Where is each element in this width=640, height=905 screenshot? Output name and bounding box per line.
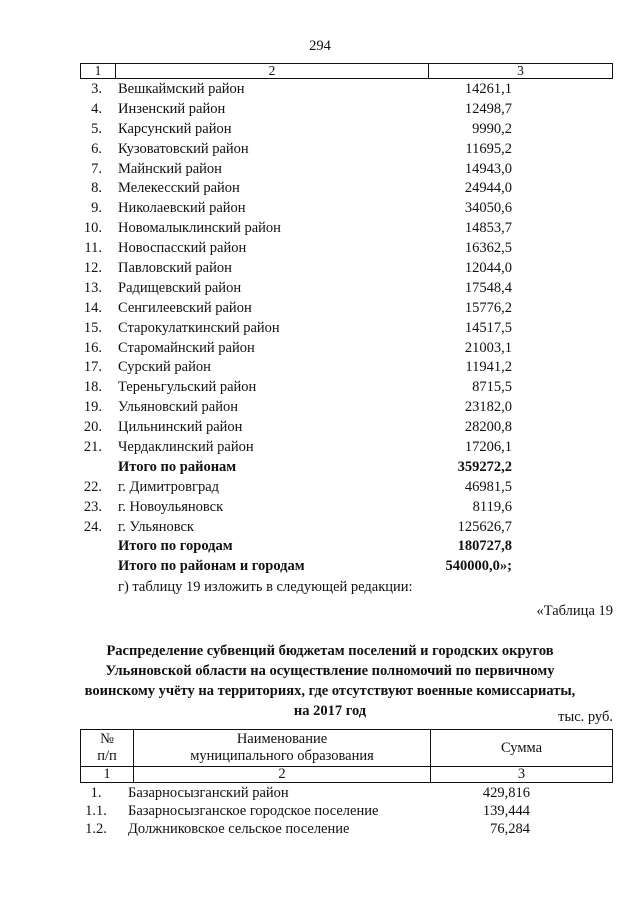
- row-number: 12.: [83, 260, 102, 277]
- row-value: 17206,1: [464, 439, 512, 456]
- row-number: 3.: [91, 81, 102, 97]
- title-line: Распределение субвенций бюджетам поселений и городских округов: [106, 643, 554, 659]
- table-row: [0, 140, 640, 160]
- row-number: 10.: [83, 220, 102, 237]
- row-name: Итого по районам: [118, 458, 237, 475]
- table-row: [0, 179, 640, 199]
- row-name: Чердаклинский район: [118, 439, 254, 456]
- table19-body: [0, 784, 640, 838]
- header-col-3: 3: [429, 64, 613, 79]
- row-value: 16362,5: [464, 240, 512, 257]
- table-row: [0, 219, 640, 239]
- row-value: 14853,7: [464, 220, 512, 237]
- table-row: [0, 80, 640, 100]
- row-value: 23182,0: [464, 399, 512, 416]
- row-number: 1.2.: [85, 821, 107, 837]
- header-col-1: 1: [81, 64, 116, 79]
- row-value: 76,284: [490, 821, 530, 837]
- row-number: 7.: [91, 160, 102, 177]
- row-name: Майнский район: [118, 160, 222, 177]
- title-line: на 2017 год: [293, 703, 367, 719]
- row-number: 11.: [84, 240, 102, 257]
- row-value: 12044,0: [464, 260, 512, 277]
- index-col-3: 3: [431, 767, 613, 783]
- row-name: Мелекесский район: [118, 180, 240, 197]
- row-value: 34050,6: [464, 200, 512, 217]
- row-name: Новоспасский район: [118, 240, 247, 257]
- table-row: [0, 160, 640, 180]
- title-line: Ульяновской области на осуществление полномочий по первичному: [105, 663, 555, 679]
- row-name: Старокулаткинский район: [118, 319, 280, 336]
- row-name: Тереньгульский район: [118, 379, 257, 396]
- index-col-1: 1: [81, 767, 134, 783]
- row-value: 14261,1: [464, 81, 512, 97]
- continuation-header-table: [80, 63, 613, 79]
- table-row: [0, 784, 640, 802]
- table-row: [0, 398, 640, 418]
- row-name: Инзенский район: [118, 100, 226, 117]
- row-name: Радищевский район: [118, 279, 242, 296]
- row-name: Ульяновский район: [118, 399, 239, 416]
- index-col-2: 2: [134, 767, 431, 783]
- row-name: г. Новоульяновск: [118, 498, 224, 515]
- table-title: [60, 641, 600, 721]
- row-value: 429,816: [482, 785, 530, 801]
- row-value: 24944,0: [464, 180, 512, 197]
- row-number: 4.: [91, 100, 102, 117]
- row-number: 15.: [83, 319, 102, 336]
- row-value: 14943,0: [464, 160, 512, 177]
- table-row: [0, 378, 640, 398]
- row-value: 11695,2: [465, 140, 512, 157]
- title-line: воинскому учёту на территориях, где отсутствуют военные комиссариаты,: [84, 683, 576, 699]
- row-number: 6.: [91, 140, 102, 157]
- amendment-note: г) таблицу 19 изложить в следующей редакции:: [118, 579, 413, 595]
- table-row: [0, 418, 640, 438]
- row-number: 8.: [91, 180, 102, 197]
- row-number: 23.: [83, 498, 102, 515]
- table-row: [0, 259, 640, 279]
- row-name: Сенгилеевский район: [118, 299, 252, 316]
- row-value: 11941,2: [465, 359, 512, 376]
- row-name: Кузоватовский район: [118, 140, 249, 157]
- row-number: 14.: [83, 299, 102, 316]
- units-label: тыс. руб.: [558, 709, 613, 725]
- row-number: 13.: [83, 279, 102, 296]
- row-name: Итого по городам: [118, 538, 233, 555]
- table-row: [0, 299, 640, 319]
- row-number: 20.: [83, 419, 102, 436]
- col-number-line: №: [100, 731, 114, 747]
- row-value: 139,444: [482, 803, 530, 819]
- row-name: Павловский район: [118, 260, 232, 277]
- table-row: [0, 802, 640, 820]
- page-number: 294: [309, 38, 331, 54]
- col-name-line: муниципального образования: [190, 748, 374, 764]
- table-row: [0, 239, 640, 259]
- row-value: 9990,2: [472, 120, 512, 137]
- table-row: [0, 557, 640, 577]
- col-name-line: Наименование: [236, 731, 328, 747]
- row-value: 359272,2: [457, 458, 512, 475]
- table-row: [0, 537, 640, 557]
- row-name: Николаевский район: [118, 200, 246, 217]
- row-value: 8715,5: [472, 379, 512, 396]
- col-sum-header: Сумма: [431, 730, 613, 767]
- row-number: 21.: [83, 439, 102, 456]
- table-row: [0, 518, 640, 538]
- table-label: «Таблица 19: [536, 603, 613, 619]
- row-name: г. Ульяновск: [118, 518, 194, 535]
- row-value: 46981,5: [464, 478, 512, 495]
- row-value: 28200,8: [464, 419, 512, 436]
- row-number: 5.: [91, 120, 102, 137]
- col-name-header: [134, 730, 431, 767]
- row-value: 125626,7: [457, 518, 512, 535]
- table19-header: [80, 729, 613, 783]
- row-name: Старомайнский район: [118, 339, 255, 356]
- row-value: 14517,5: [464, 319, 512, 336]
- row-value: 540000,0»;: [445, 558, 512, 575]
- row-number: 1.1.: [85, 803, 107, 819]
- table-row: [0, 498, 640, 518]
- row-value: 15776,2: [464, 299, 512, 316]
- row-number: 17.: [83, 359, 102, 376]
- row-value: 8119,6: [472, 498, 512, 515]
- table-row: [0, 339, 640, 359]
- row-number: 1.: [90, 785, 102, 801]
- row-value: 180727,8: [457, 538, 512, 555]
- table-row: [0, 358, 640, 378]
- row-name: Новомалыклинский район: [118, 220, 281, 237]
- table-row: [0, 438, 640, 458]
- row-name: Должниковское сельское поселение: [128, 821, 350, 837]
- row-value: 12498,7: [464, 100, 512, 117]
- row-name: Карсунский район: [118, 120, 232, 137]
- table-body: [0, 80, 640, 577]
- row-number: 22.: [83, 478, 102, 495]
- table-row: [0, 820, 640, 838]
- table-row: [0, 458, 640, 478]
- table-row: [0, 120, 640, 140]
- row-number: 9.: [91, 200, 102, 217]
- row-name: Базарносызганский район: [128, 785, 289, 801]
- table-row: [0, 319, 640, 339]
- table-row: [0, 279, 640, 299]
- row-value: 21003,1: [464, 339, 512, 356]
- row-number: 16.: [83, 339, 102, 356]
- header-col-2: 2: [116, 64, 429, 79]
- row-name: Итого по районам и городам: [118, 558, 305, 575]
- row-name: Вешкаймский район: [118, 81, 245, 97]
- row-name: Сурский район: [118, 359, 211, 376]
- col-number-header: [81, 730, 134, 767]
- col-number-line: п/п: [97, 748, 117, 764]
- table-row: [0, 100, 640, 120]
- table-row: [0, 478, 640, 498]
- table-row: [0, 199, 640, 219]
- row-value: 17548,4: [464, 279, 512, 296]
- row-number: 24.: [83, 518, 102, 535]
- row-name: Цильнинский район: [118, 419, 243, 436]
- row-number: 18.: [83, 379, 102, 396]
- row-number: 19.: [83, 399, 102, 416]
- row-name: Базарносызганское городское поселение: [128, 803, 379, 819]
- row-name: г. Димитровград: [118, 478, 220, 495]
